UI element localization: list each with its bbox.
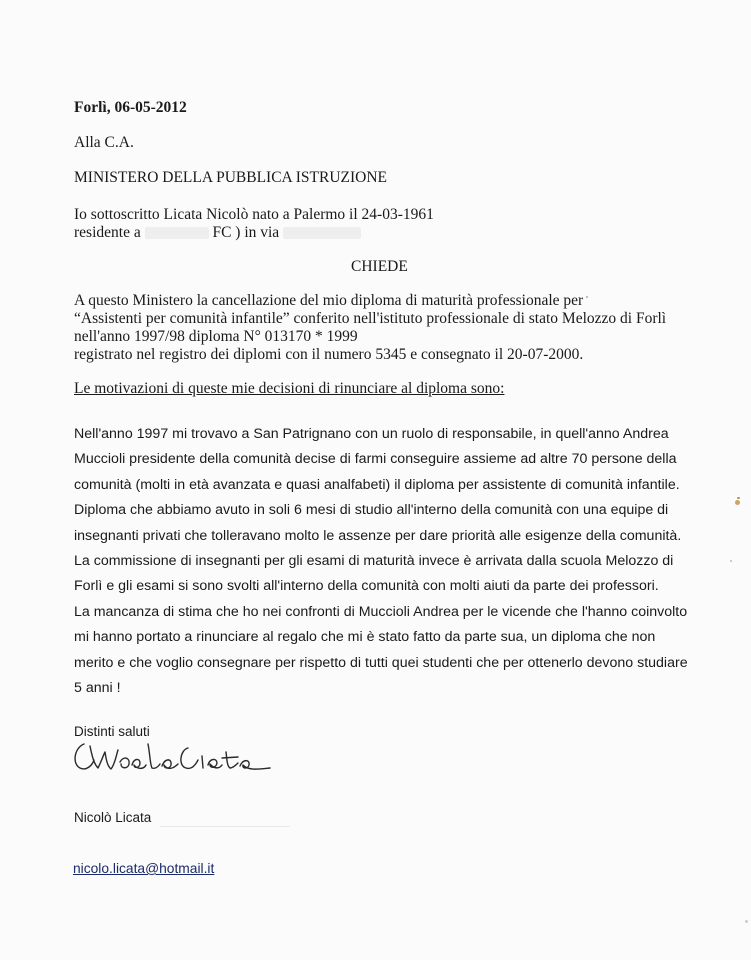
body-line: merito e che voglio consegnare per rispetto di tutti quei studenti che per ottenerlo devono studiare (74, 654, 688, 671)
motivations-heading: Le motivazioni di queste mie decisioni di rinunciare al diploma sono: (74, 380, 505, 397)
paper-speck (586, 296, 588, 298)
redacted-town (145, 227, 209, 239)
body-line: Diploma che abbiamo avuto in soli 6 mesi di studio all'interno della comunità con una equipe di (74, 502, 669, 519)
motivations-body (74, 422, 688, 701)
body-line: 5 anni ! (74, 680, 121, 697)
place-date: Forlì, 06-05-2012 (74, 99, 187, 116)
request-line: registrato nel registro dei diplomi con il numero 5345 e consegnato il 20-07-2000. (74, 346, 584, 363)
body-line: Forlì e gli esami si sono svolti all'interno della comunità con molti aiuti da parte dei professori. (74, 578, 659, 595)
request-line: A questo Ministero la cancellazione del mio diploma di maturità professionale per (74, 292, 584, 309)
attention-line: Alla C.A. (74, 134, 134, 151)
paper-speck (737, 497, 740, 499)
closing-greeting: Distinti saluti (74, 724, 150, 739)
sender-line-1: Io sottoscritto Licata Nicolò nato a Palermo il 24-03-1961 (74, 206, 434, 223)
paper-speck (745, 920, 748, 923)
handwritten-signature (70, 738, 280, 778)
signature-line (160, 826, 290, 827)
sender-line-2 (74, 224, 434, 242)
email-link[interactable]: nicolo.licata@hotmail.it (73, 861, 215, 876)
redacted-street (283, 227, 361, 239)
body-line: insegnanti privati che tolleravano molto le assenze per dare priorità alle esigenze della comunità. (74, 527, 682, 544)
body-line: La mancanza di stima che ho nei confronti di Muccioli Andrea per le vicende che l'hanno coinvolto (74, 603, 688, 620)
residence-prefix: residente a (74, 224, 141, 241)
residence-middle: FC ) in via (212, 224, 280, 241)
paper-speck (735, 500, 740, 505)
sender-block (74, 206, 434, 242)
body-line: Nell'anno 1997 mi trovavo a San Patrignano con un ruolo di responsabile, in quell'anno Andrea (74, 426, 669, 442)
body-line: mi hanno portato a rinunciare al regalo che mi è stato fatto da parte sua, un diploma che non (74, 629, 656, 646)
signer-name: Nicolò Licata (74, 810, 152, 825)
request-paragraph (74, 292, 666, 364)
body-line: Muccioli presidente della comunità decise di farmi conseguire assieme ad altre 70 persone della (74, 451, 677, 468)
recipient-ministry: MINISTERO DELLA PUBBLICA ISTRUZIONE (74, 169, 388, 186)
body-line: La commissione di insegnanti per gli esami di maturità invece è arrivata dalla scuola Melozzo di (74, 553, 674, 570)
paper-speck (730, 560, 732, 562)
request-line: nell'anno 1997/98 diploma N° 013170 * 1999 (74, 328, 358, 345)
request-heading: CHIEDE (351, 258, 408, 275)
body-line: comunità (molti in età avanzata e quasi analfabeti) il diploma per assistente di comunità infantile. (74, 476, 680, 493)
request-line: “Assistenti per comunità infantile” conferito nell'istituto professionale di stato Melozzo di Forlì (74, 310, 667, 327)
